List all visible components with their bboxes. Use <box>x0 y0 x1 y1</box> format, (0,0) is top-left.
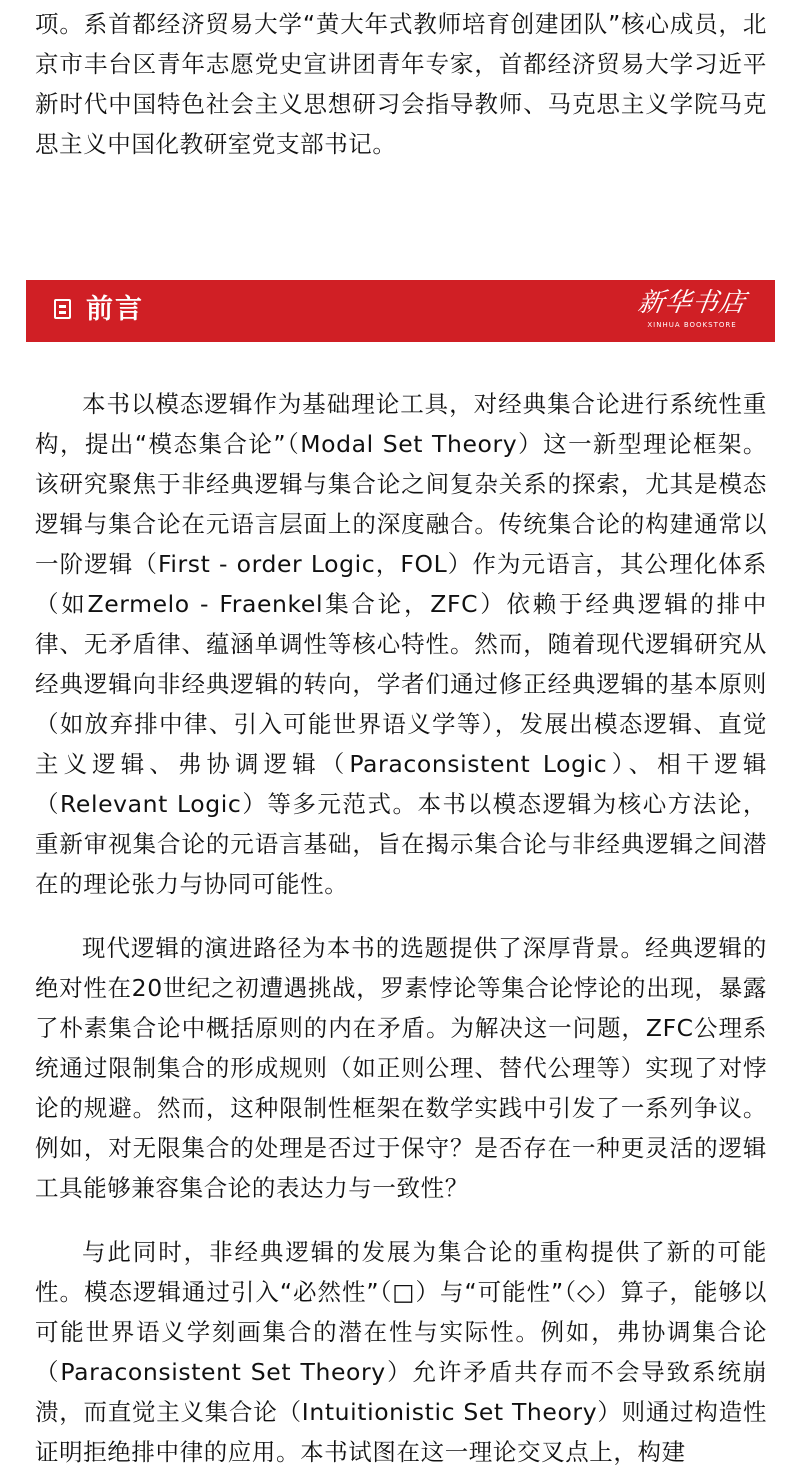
preface-paragraph-3: 与此同时，非经典逻辑的发展为集合论的重构提供了新的可能性。模态逻辑通过引入“必然性”（□）与“可能性”（◇）算子，能够以可能世界语义学刻画集合的潜在性与实际性。例如，弗协调集合论（Paraconsistent Set Theory）允许矛盾共存而不会导致系统崩溃，而直觉主义集合论（Intuitionistic Set Theory）则通过构造性证明拒绝排中律的应用。本书试图在这一理论交叉点上，构建 <box>35 1238 767 1466</box>
preface-paragraph-2: 现代逻辑的演进路径为本书的选题提供了深厚背景。经典逻辑的绝对性在20世纪之初遭遇挑战，罗素悖论等集合论悖论的出现，暴露了朴素集合论中概括原则的内在矛盾。为解决这一问题，ZFC公理系统通过限制集合的形成规则（如正则公理、替代公理等）实现了对悖论的规避。然而，这种限制性框架在数学实践中引发了一系列争议。例如，对无限集合的处理是否过于保守？是否存在一种更灵活的逻辑工具能够兼容集合论的表达力与一致性？ <box>35 934 767 1202</box>
xinhua-bookstore-logo <box>637 288 747 330</box>
section-header-banner <box>26 280 775 342</box>
brand-name-cn: 新华书店 <box>635 288 749 318</box>
section-title: 前言 <box>86 294 144 325</box>
author-bio-text: 项。系首都经济贸易大学“黄大年式教师培育创建团队”核心成员，北京市丰台区青年志愿党史宣讲团青年专家，首都经济贸易大学习近平新时代中国特色社会主义思想研习会指导教师、马克思主义学院马克思主义中国化教研室党支部书记。 <box>35 10 767 158</box>
brand-name-en: XINHUA BOOKSTORE <box>647 321 737 329</box>
document-icon <box>54 299 71 319</box>
preface-paragraph-1: 本书以模态逻辑作为基础理论工具，对经典集合论进行系统性重构，提出“模态集合论”（Modal Set Theory）这一新型理论框架。该研究聚焦于非经典逻辑与集合论之间复杂关系的探索，尤其是模态逻辑与集合论在元语言层面上的深度融合。传统集合论的构建通常以一阶逻辑（First - order Logic，FOL）作为元语言，其公理化体系（如Zermelo - Fraenkel集合论，ZFC）依赖于经典逻辑的排中律、无矛盾律、蕴涵单调性等核心特性。然而，随着现代逻辑研究从经典逻辑向非经典逻辑的转向，学者们通过修正经典逻辑的基本原则（如放弃排中律、引入可能世界语义学等），发展出模态逻辑、直觉主义逻辑、弗协调逻辑（Paraconsistent Logic）、相干逻辑（Relevant Logic）等多元范式。本书以模态逻辑为核心方法论，重新审视集合论的元语言基础，旨在揭示集合论与非经典逻辑之间潜在的理论张力与协同可能性。 <box>35 390 767 898</box>
